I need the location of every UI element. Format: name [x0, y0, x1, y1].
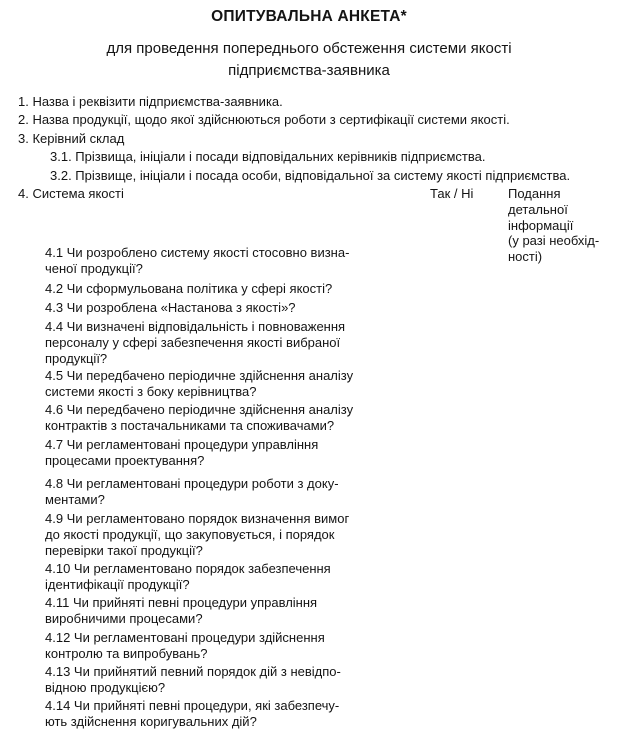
question-4-9 — [45, 511, 390, 559]
question-line: 4.2 Чи сформульована політика у сфері якості? — [45, 281, 333, 296]
subtitle-line: підприємства-заявника — [228, 62, 390, 79]
question-line: 4.10 Чи регламентовано порядок забезпечення — [45, 561, 331, 576]
item-management: 3. Керівний склад — [18, 131, 125, 146]
question-4-13 — [45, 664, 390, 696]
question-4-11 — [45, 595, 390, 627]
question-line: 4.7 Чи регламентовані процедури управління — [45, 437, 319, 452]
question-4-10 — [45, 561, 390, 593]
question-line: 4.3 Чи розроблена «Настанова з якості»? — [45, 300, 296, 315]
question-4-4 — [45, 319, 390, 367]
item-managers: 3.1. Прізвища, ініціали і посади відповідальних керівників підприємства. — [50, 149, 486, 164]
question-line: контрактів з постачальниками та споживачами? — [45, 418, 335, 433]
question-line: системи якості з боку керівництва? — [45, 384, 257, 399]
item-company-name: 1. Назва і реквізити підприємства-заявника. — [18, 94, 283, 109]
question-line: ченої продукції? — [45, 261, 143, 276]
question-line: виробничими процесами? — [45, 611, 203, 626]
question-4-2 — [45, 281, 390, 297]
question-line: ідентифікації продукції? — [45, 577, 190, 592]
question-line: ментами? — [45, 492, 105, 507]
question-line: 4.9 Чи регламентовано порядок визначення вимог — [45, 511, 350, 526]
subtitle-line: для проведення попереднього обстеження системи якості — [106, 40, 512, 57]
question-line: перевірки такої продукції? — [45, 543, 203, 558]
question-line: 4.1 Чи розроблено систему якості стосовно визна- — [45, 245, 350, 260]
detail-header-line: (у разі необхід- — [508, 233, 600, 249]
question-line: 4.5 Чи передбачено періодичне здійснення аналізу — [45, 368, 354, 383]
question-line: 4.11 Чи прийняті певні процедури управління — [45, 595, 318, 610]
column-header-yes-no: Так / Ні — [430, 186, 474, 201]
item-quality-person: 3.2. Прізвище, ініціали і посада особи, відповідальної за систему якості підприємства. — [50, 168, 571, 183]
question-line: до якості продукції, що закуповується, і порядок — [45, 527, 335, 542]
question-4-12 — [45, 630, 390, 662]
question-4-7 — [45, 437, 390, 469]
detail-header-line: інформації — [508, 217, 574, 233]
question-line: персоналу у сфері забезпечення якості вибраної — [45, 335, 341, 350]
question-line: відною продукцією? — [45, 680, 166, 695]
question-line: 4.13 Чи прийнятий певний порядок дій з невідпо- — [45, 664, 341, 679]
question-4-1 — [45, 245, 390, 277]
question-4-6 — [45, 402, 390, 434]
detail-header-line: Подання — [508, 186, 561, 201]
item-quality-system: 4. Система якості — [18, 186, 124, 201]
question-line: ють здійснення коригувальних дій? — [45, 714, 257, 729]
question-line: процесами проектування? — [45, 453, 205, 468]
question-line: 4.14 Чи прийняті певні процедури, які забезпечу- — [45, 698, 340, 713]
question-line: 4.4 Чи визначені відповідальність і повноваження — [45, 319, 346, 334]
question-4-14 — [45, 698, 390, 730]
question-4-5 — [45, 368, 390, 400]
question-line: 4.6 Чи передбачено періодичне здійснення аналізу — [45, 402, 354, 417]
question-line: 4.12 Чи регламентовані процедури здійснення — [45, 630, 325, 645]
detail-header-line: ності) — [508, 249, 543, 265]
question-4-8 — [45, 476, 390, 508]
question-line: продукції? — [45, 351, 108, 366]
column-header-detail — [508, 186, 599, 265]
question-line: контролю та випробувань? — [45, 646, 208, 661]
detail-header-line: детальної — [508, 201, 568, 217]
question-line: 4.8 Чи регламентовані процедури роботи з доку- — [45, 476, 339, 491]
item-product-name: 2. Назва продукції, щодо якої здійснюються роботи з сертифікації системи якості. — [18, 112, 510, 127]
document-title: ОПИТУВАЛЬНА АНКЕТА* — [211, 8, 407, 25]
document-subtitle — [0, 38, 618, 82]
question-4-3 — [45, 300, 390, 316]
